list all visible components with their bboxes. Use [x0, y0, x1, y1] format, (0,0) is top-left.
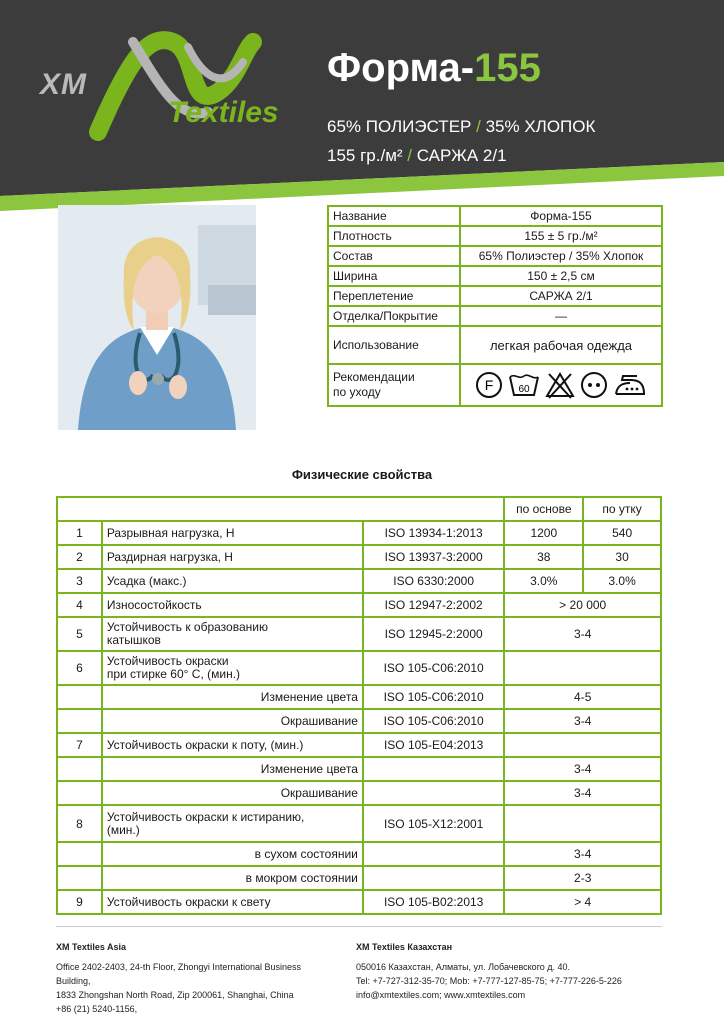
- spec-row: [328, 226, 662, 246]
- standard: ISO 105-C06:2010: [363, 651, 505, 685]
- logo-xm-text: XM: [40, 68, 87, 101]
- weight-weave-line: [327, 146, 507, 166]
- row-number: 9: [57, 890, 102, 914]
- fabric-weight: 155 гр./м²: [327, 146, 403, 165]
- property-name: Устойчивость к образованию катышков: [102, 617, 363, 651]
- table-row: [57, 757, 661, 781]
- standard: ISO 13934-1:2013: [363, 521, 505, 545]
- spec-row: [328, 206, 662, 226]
- weft-value: 3.0%: [583, 569, 661, 593]
- spec-row-care: [328, 364, 662, 406]
- header-blank-cell: [57, 497, 504, 521]
- property-name: Изменение цвета: [102, 757, 363, 781]
- combined-value: 3-4: [504, 709, 661, 733]
- spec-row: [328, 266, 662, 286]
- footer-asia-office: [56, 940, 336, 1016]
- table-header-row: [57, 497, 661, 521]
- footer-kz-heading: XM Textiles Казахстан: [356, 942, 453, 952]
- standard: ISO 105-B02:2013: [363, 890, 505, 914]
- table-row: [57, 709, 661, 733]
- spec-value: —: [460, 306, 662, 326]
- standard: [363, 866, 505, 890]
- combined-value: 4-5: [504, 685, 661, 709]
- table-row: [57, 521, 661, 545]
- spec-key: Ширина: [328, 266, 460, 286]
- row-number: [57, 866, 102, 890]
- nurse-illustration: [58, 205, 256, 430]
- col-weft-header: по утку: [583, 497, 661, 521]
- property-name: Устойчивость окраски к свету: [102, 890, 363, 914]
- logo-textiles-text: Textiles: [168, 96, 279, 129]
- property-name: Усадка (макс.): [102, 569, 363, 593]
- table-row: [57, 842, 661, 866]
- table-row: [57, 805, 661, 842]
- footer-asia-heading: XM Textiles Asia: [56, 942, 127, 952]
- standard: [363, 781, 505, 805]
- spec-table: [327, 205, 663, 407]
- tumble-dry-icon: [580, 371, 608, 399]
- row-number: 8: [57, 805, 102, 842]
- title-number: 155: [474, 46, 541, 90]
- standard: ISO 105-C06:2010: [363, 709, 505, 733]
- standard: [363, 842, 505, 866]
- footer-asia-address-2: 1833 Zhongshan North Road, Zip 200061, Shanghai, China: [56, 990, 294, 1000]
- spec-key: Состав: [328, 246, 460, 266]
- combined-value: 3-4: [504, 781, 661, 805]
- property-name: Устойчивость окраски к поту, (мин.): [102, 733, 363, 757]
- spec-row: [328, 306, 662, 326]
- row-number: 3: [57, 569, 102, 593]
- weft-value: 540: [583, 521, 661, 545]
- dry-clean-letter: F: [484, 377, 494, 393]
- table-row: [57, 866, 661, 890]
- spec-key: Использование: [328, 326, 460, 364]
- spec-key: Название: [328, 206, 460, 226]
- combined-value: 3-4: [504, 617, 661, 651]
- standard: ISO 6330:2000: [363, 569, 505, 593]
- spec-row: [328, 246, 662, 266]
- property-name: Раздирная нагрузка, Н: [102, 545, 363, 569]
- combined-value: 3-4: [504, 757, 661, 781]
- standard: ISO 12945-2:2000: [363, 617, 505, 651]
- spec-key: Отделка/Покрытие: [328, 306, 460, 326]
- combined-value: [504, 651, 661, 685]
- table-row: [57, 651, 661, 685]
- property-name: Износостойкость: [102, 593, 363, 617]
- row-number: [57, 709, 102, 733]
- composition-polyester: 65% ПОЛИЭСТЕР: [327, 117, 472, 136]
- spec-key: Рекомендации по уходу: [328, 364, 460, 406]
- spec-value: Форма-155: [460, 206, 662, 226]
- property-name: Устойчивость окраски к истиранию, (мин.): [102, 805, 363, 842]
- footer-kz-address: 050016 Казахстан, Алматы, ул. Лобачевского д. 40.: [356, 962, 571, 972]
- table-row: [57, 685, 661, 709]
- property-name: Окрашивание: [102, 781, 363, 805]
- product-photo: [58, 205, 256, 430]
- footer-kz-contacts[interactable]: info@xmtextiles.com; www.xmtextiles.com: [356, 990, 526, 1000]
- table-row: [57, 890, 661, 914]
- combined-value: 3-4: [504, 842, 661, 866]
- table-row: [57, 545, 661, 569]
- row-number: 2: [57, 545, 102, 569]
- footer-asia-phone: +86 (21) 5240-1156,: [56, 1004, 138, 1014]
- slash-separator: /: [407, 146, 413, 165]
- spec-key: Переплетение: [328, 286, 460, 306]
- spec-value: САРЖА 2/1: [460, 286, 662, 306]
- warp-value: 1200: [504, 521, 583, 545]
- composition-line: [327, 117, 595, 137]
- title-prefix: Форма-: [327, 46, 475, 90]
- combined-value: > 20 000: [504, 593, 661, 617]
- fabric-weave: САРЖА 2/1: [416, 146, 507, 165]
- row-number: 4: [57, 593, 102, 617]
- spec-key: Плотность: [328, 226, 460, 246]
- footer-kz-office: [356, 940, 656, 1002]
- property-name: Изменение цвета: [102, 685, 363, 709]
- standard: [363, 757, 505, 781]
- table-row: [57, 733, 661, 757]
- iron-icon: [613, 371, 647, 399]
- composition-cotton: 35% ХЛОПОК: [485, 117, 596, 136]
- standard: ISO 105-X12:2001: [363, 805, 505, 842]
- care-icons: [460, 364, 662, 406]
- physical-properties-table: [56, 496, 662, 915]
- product-title: [327, 46, 541, 91]
- footer-divider: [56, 926, 662, 927]
- wash-60-icon: [508, 371, 540, 399]
- row-number: 1: [57, 521, 102, 545]
- property-name: в мокром состоянии: [102, 866, 363, 890]
- no-bleach-icon: [545, 371, 575, 399]
- row-number: [57, 842, 102, 866]
- row-number: 5: [57, 617, 102, 651]
- spec-value: 155 ± 5 гр./м²: [460, 226, 662, 246]
- combined-value: > 4: [504, 890, 661, 914]
- combined-value: [504, 733, 661, 757]
- wash-temp: 60: [518, 384, 530, 395]
- standard: ISO 13937-3:2000: [363, 545, 505, 569]
- spec-row: [328, 286, 662, 306]
- property-name: Окрашивание: [102, 709, 363, 733]
- table-row: [57, 569, 661, 593]
- warp-value: 3.0%: [504, 569, 583, 593]
- row-number: 7: [57, 733, 102, 757]
- row-number: [57, 685, 102, 709]
- row-number: [57, 757, 102, 781]
- col-warp-header: по основе: [504, 497, 583, 521]
- combined-value: [504, 805, 661, 842]
- table-row: [57, 593, 661, 617]
- standard: ISO 105-E04:2013: [363, 733, 505, 757]
- standard: ISO 105-C06:2010: [363, 685, 505, 709]
- row-number: [57, 781, 102, 805]
- footer-asia-address-1: Office 2402-2403, 24-th Floor, Zhongyi International Business Building,: [56, 962, 301, 986]
- table-row: [57, 781, 661, 805]
- spec-value: 150 ± 2,5 см: [460, 266, 662, 286]
- property-name: Разрывная нагрузка, Н: [102, 521, 363, 545]
- spec-row: [328, 326, 662, 364]
- physical-properties-title: Физические свойства: [291, 467, 433, 482]
- spec-value: легкая рабочая одежда: [460, 326, 662, 364]
- warp-value: 38: [504, 545, 583, 569]
- combined-value: 2-3: [504, 866, 661, 890]
- table-row: [57, 617, 661, 651]
- footer-kz-phones: Tel: +7-727-312-35-70; Mob: +7-777-127-85-75; +7-777-226-5-226: [356, 976, 622, 986]
- company-logo: [38, 22, 308, 142]
- row-number: 6: [57, 651, 102, 685]
- spec-value: 65% Полиэстер / 35% Хлопок: [460, 246, 662, 266]
- weft-value: 30: [583, 545, 661, 569]
- header-banner: [0, 0, 724, 215]
- property-name: Устойчивость окраски при стирке 60° С, (мин.): [102, 651, 363, 685]
- property-name: в сухом состоянии: [102, 842, 363, 866]
- standard: ISO 12947-2:2002: [363, 593, 505, 617]
- slash-separator: /: [476, 117, 481, 136]
- dry-clean-F-icon: [475, 371, 503, 399]
